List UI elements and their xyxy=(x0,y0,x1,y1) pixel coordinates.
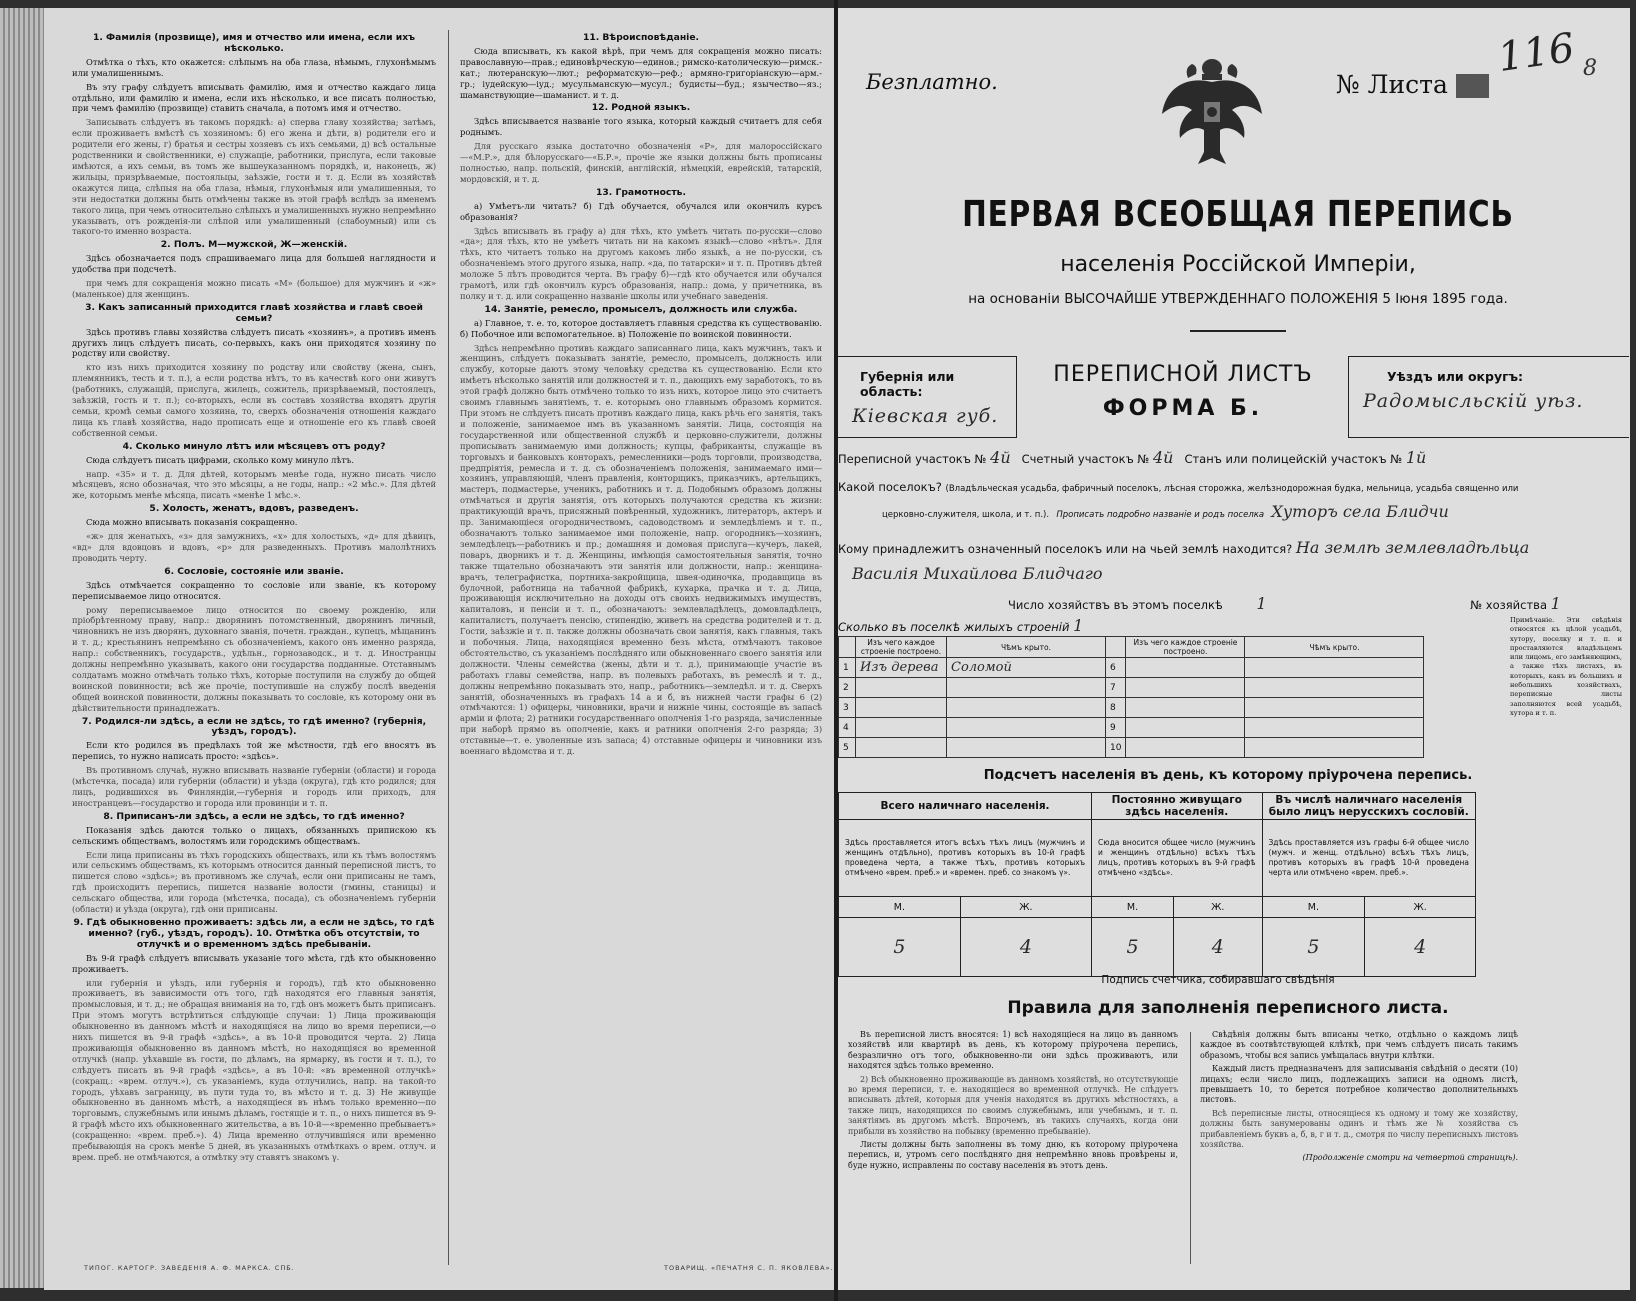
section-heading: 3. Какъ записанный приходится главѣ хозяйства и главѣ своей семьи? xyxy=(85,301,423,324)
section-heading: 8. Приписанъ-ли здѣсь, а если не здѣсь, то гдѣ именно? xyxy=(103,810,405,822)
uezd-box xyxy=(1348,356,1629,438)
owner-value: На землѣ землевладѣльца xyxy=(1295,538,1530,557)
households-line xyxy=(838,594,1618,613)
households-count-label: Число хозяйствъ въ этомъ поселкѣ xyxy=(1008,598,1223,612)
rules-continued-note: (Продолженіе смотри на четвертой страницѣ). xyxy=(1302,1153,1518,1163)
roof-header: Чѣмъ крыто. xyxy=(1245,637,1424,658)
form-title xyxy=(1018,358,1348,426)
uezd-value: Радомысльскій уѣз. xyxy=(1363,390,1584,412)
non-russian-females: 4 xyxy=(1365,918,1476,977)
population-table xyxy=(838,792,1476,977)
section-text: Здѣсь противъ главы хозяйства слѣдуетъ писать «хозяинъ», а противъ именъ другихъ лицъ слѣдуетъ писать, со-первыхъ, какъ они приходятся хозяину по родству или свойству. xyxy=(72,326,436,359)
household-number-label: № хозяйства xyxy=(1470,598,1547,612)
households-count-value: 1 xyxy=(1256,594,1267,613)
section-heading: 4. Сколько минуло лѣтъ или мѣсяцевъ отъ роду? xyxy=(122,440,386,452)
rules-paragraph: Свѣдѣнія должны быть вписаны четко, отдѣльно о каждомъ лицѣ каждое въ соотвѣтствующей клѣткѣ, при чемъ слѣдуетъ писать такимъ образомъ, чтобы вся запись умѣщалась внутри клѣтки. xyxy=(1200,1030,1518,1060)
rules-column-divider xyxy=(1190,1032,1191,1264)
section-heading: 5. Холость, женатъ, вдовъ, разведенъ. xyxy=(149,503,359,515)
section-heading: 9. Гдѣ обыкновенно проживаетъ: здѣсь ли, а если не здѣсь, то гдѣ именно? (губ., уѣздъ, городъ). 10. Отмѣтка объ отсутствіи, то отлучкѣ и о временномъ здѣсь пребываніи. xyxy=(73,916,435,950)
present-population-header: Всего наличнаго населенія. xyxy=(839,793,1092,820)
form-title-line-2: ФОРМА Б. xyxy=(1102,396,1264,421)
buildings-line xyxy=(838,616,1618,635)
column-divider xyxy=(448,30,449,1265)
left-page-column-a xyxy=(72,30,436,1166)
non-russian-population-header: Въ числѣ наличнаго населенія было лицъ нерусскихъ сословій. xyxy=(1262,793,1476,820)
census-district-value: 4й xyxy=(990,448,1011,467)
section-heading: 1. Фамилія (прозвище), имя и отчество или имена, если ихъ нѣсколько. xyxy=(92,32,416,54)
buildings-count-label: Сколько въ поселкѣ жилыхъ строеній xyxy=(838,620,1070,634)
printer-footer: ТОВАРИЩ. «ПЕЧАТНЯ С. П. ЯКОВЛЕВА». xyxy=(664,1264,834,1272)
buildings-note: Примѣчаніе. Эти свѣдѣнія относятся къ цѣлой усадьбѣ, хутору, поселку и т. п. и проставляются владѣльцемъ или лицомъ, его замѣняющимъ, а также тѣхъ листахъ, въ которыхъ, какъ въ большихъ и небольшихъ хозяйствахъ, переписные листы заполняются всей усадьбѣ, хутора и т. п. xyxy=(1510,616,1622,717)
population-sex-row: М. Ж. М. Ж. М. Ж. xyxy=(839,897,1476,918)
rules-column-b xyxy=(1200,1030,1518,1167)
present-females: 4 xyxy=(960,918,1091,977)
rules-paragraph: Каждый листъ предназначенъ для записыванія свѣдѣній о десяти (10) лицахъ; если число лицъ, подлежащихъ записи на одномъ листѣ, превышаетъ 10, то берется потребное количество дополнительныхъ листовъ. xyxy=(1200,1064,1518,1105)
settlement-detail-label: Прописать подробно названіе и родъ поселка xyxy=(1056,510,1265,520)
settlement-note-2: церковно-служителя, школа, и т. п.). xyxy=(882,510,1050,520)
rules-title: Правила для заполненія переписного листа. xyxy=(1007,998,1449,1018)
population-count-title: Подсчетъ населенія въ день, къ которому пріурочена перепись. xyxy=(983,768,1473,783)
printer-footer: ТИПОГ. КАРТОГР. ЗАВЕДЕНІЯ А. Ф. МАРКСА. СПБ. xyxy=(84,1264,295,1272)
section-text: а) Умѣетъ-ли читать? б) Гдѣ обучается, обучался или окончилъ курсъ образованія? xyxy=(460,200,822,222)
section-heading: 11. Вѣроисповѣданіе. xyxy=(582,32,700,43)
document-subtitle: населенія Россійской Имперіи, xyxy=(1060,252,1416,277)
document-title: ПЕРВАЯ ВСЕОБЩАЯ ПЕРЕПИСЬ xyxy=(962,194,1514,235)
page-stack-edge xyxy=(0,8,44,1288)
section-text: Здѣсь вписывается названіе того языка, который каждый считаетъ для себя роднымъ. xyxy=(460,116,822,138)
settlement-line-2 xyxy=(838,502,1618,521)
permanent-population-header: Постоянно живущаго здѣсь населенія. xyxy=(1092,793,1262,820)
section-text: а) Главное, т. е. то, которое доставляетъ главныя средства къ существованію. б) Побочное или вспомогательное. в) Положеніе по воинской повинности. xyxy=(460,317,822,339)
population-desc-row: Здѣсь проставляется итогъ всѣхъ тѣхъ лицъ (мужчинъ и женщинъ отдѣльно), противъ которыхъ въ 10-й графѣ проведена черта, а также тѣхъ, противъ которыхъ отмѣчено «врем. преб.» и «времен. преб. со знакомъ γ». Сюда вносится общее число (мужчинъ и женщинъ отдѣльно) всѣхъ тѣхъ лицъ, противъ которыхъ въ 9-й графѣ отмѣчено «здѣсь». Здѣсь проставляется изъ графы 6-й общее число (мужч. и женщ. отдѣльно) всѣхъ тѣхъ лицъ, противъ которыхъ въ графѣ 10-й проведена черта или отмѣчено «врем. преб.». xyxy=(839,820,1476,897)
rules-paragraph: Листы должны быть заполнены въ тому дню, къ которому пріурочена перепись, и, утромъ сего послѣдняго дня непремѣнно вновь провѣрены и, буде нужно, исправлены по составу населенія въ этотъ день. xyxy=(848,1140,1178,1170)
section-text: Сюда можно вписывать показанія сокращенно. xyxy=(86,517,298,528)
police-district-value: 1й xyxy=(1405,448,1427,467)
section-text-filler: или губернія и уѣздъ, или губернія и городъ), гдѣ кто обыкновенно проживаетъ, въ зависимости отъ того, гдѣ находятся его главныя занятія, промысловыя, и т. д.; не обращая вниманія на то, гдѣ онъ можетъ быть приписанъ. При этомъ могутъ встрѣтиться слѣдующіе случаи: 1) Лица проживающія обыкновенно въ данномъ мѣстѣ и находящіяся на лицо во время переписи,—о нихъ пишется въ 9-й графѣ «здѣсь», а въ 10-й проводится черта. 2) Лица проживающія обыкновенно въ данномъ мѣстѣ, но находящіяся во временной отлучкѣ (напр. уѣхавшіе въ гости, по дѣламъ, на ярмарку, въ гости и т. п.), то слѣдуетъ писать въ 9-й графѣ «здѣсь», а въ 10-й: «въ временной отлучкѣ» (сокращ.: «врем. отлуч.»), съ указаніемъ, куда отлучились, напр. на такой-то городъ, уѣхавъ заграницу, въ пути туда то, въ мѣсто и т. д. 3) Не живущіе обыкновенно въ данномъ мѣстѣ, а находящіеся въ нѣмъ только временно—по торговымъ, служебнымъ или инымъ дѣламъ, гостящіе и т. п., о нихъ пишется въ 9-й графѣ мѣсто ихъ обыкновеннаго жительства, а въ 10-й—«временно пребываетъ» (сокращенно: «врем. преб.»). 4) Лица временно отлучившіяся или временно пребывающія на срокъ менѣе 5 дней, въ указанныхъ отмѣткахъ о врем. отлуч. и врем. преб. не отмѣчаются, а отмѣтку эту ставятъ знакомъ γ. xyxy=(72,977,436,1162)
section-text-filler: Здѣсь непремѣнно противъ каждаго записаннаго лица, какъ мужчинъ, такъ и женщинъ, слѣдуетъ показывать занятіе, ремесло, промыселъ, должность или службу, которые даютъ этому человѣку средства къ существованію. Если кто имѣетъ нѣсколько занятій или должностей и т. п., дающихъ ему заработокъ, то въ этой графѣ должно быть отмѣчено только то изъ нихъ, которое лицо это считаетъ своимъ главнымъ занятіемъ, т. е. которымъ оно главнымъ образомъ кормится. При этомъ не слѣдуетъ писать противъ каждаго лица, какъ рѣчь его занятія, такъ и положеніе, занимаемое имъ въ указанномъ занятіи. Лица, состоящія на государственной или общественной службѣ и церковно-служители, должны прописывать занимаемую ими должность; купцы, фабриканты, служащіе въ торговыхъ и банковыхъ конторахъ, ремесленники—родъ торговли, производства, предпріятія, ремесла и т. д. съ обозначеніемъ положенія, занимаемаго ими—хозяинъ, управляющій, членъ правленія, конторщикъ, приказчикъ, артельщикъ, мастеръ, подмастерье, ученикъ, работникъ и т. д. Подобнымъ образомъ должны отмѣчаться и другія занятія, отъ которыхъ получаются средства къ жизни: практикующій врачъ, присяжный повѣренный, художникъ, литераторъ, актеръ и пр. Занимающіеся огородничествомъ, садоводствомъ и земледѣліемъ и т. п., обозначаютъ только занимаемое ими положеніе, напр. огородникъ—хозяинъ, земледѣлецъ—работникъ и пр.; домашняя и домовая прислуга—кучеръ, лакей, поваръ, дворникъ и т. д. Женщины, имѣющія самостоятельныя занятія, точно также тщательно обозначаютъ эти занятія или должности, напр.: женщина-врачъ, телеграфистка, портниха-закройщица, швея-одиночка, продавщица въ булочной, работница на табачной фабрикѣ, кухарка, прачка и т. д. Лица, проживающія исключительно на доходы отъ своихъ недвижимыхъ имуществъ, капиталовъ, и пенсіи и т. п., обозначаютъ: землевладѣлецъ, домовладѣлецъ, капиталистъ, получаетъ пенсію, стипендію, живетъ на средства родителей и т. д. Гости, заѣзжіе и т. п. также должны обозначать свои занятія, какъ главныя, такъ и побочныя. Лица, находящіяся временно безъ мѣста, отмѣчаютъ таковое обстоятельство, съ указаніемъ послѣдняго или обыкновеннаго своего занятія или должности. Члены семейства (жены, дѣти и т. д.), принимающіе участіе въ работахъ главы семейства, напр. въ полевыхъ работахъ, въ ремеслѣ и т. д., должны непремѣнно показывать это, напр., работникъ—земледѣл. и т. д. Сверхъ занятій, обозначенныхъ въ графахъ 14 а и б, въ нижней части графы 6 (2) отмѣчаются: 1) офицеры, чиновники, врачи и нижніе чины, состоящіе въ запасѣ арміи и флота; 2) ратники государственнаго ополченія 1-го разряда, зачисленные при наборѣ прямо въ ополченіе, какъ и ратники ополченія 2-го разряда; 3) отставные—т. е. уволенные изъ запаса; 4) отставные офицеры и чиновники изъ военнаго вѣдомства и т. д. xyxy=(460,342,822,757)
section-heading: 14. Занятіе, ремесло, промыселъ, должность или служба. xyxy=(484,303,798,315)
settlement-note: (Владѣльческая усадьба, фабричный поселокъ, лѣсная сторожка, желѣзнодорожная будка, мельница, усадьба священно или xyxy=(945,484,1519,494)
built-of-header: Изъ чего каждое строеніе построено. xyxy=(856,637,947,658)
section-text: Показанія здѣсь даются только о лицахъ, обязанныхъ припискою къ сельскимъ обществамъ, волостямъ или городскимъ обществамъ. xyxy=(72,824,436,846)
count-district-value: 4й xyxy=(1152,448,1174,467)
left-page-column-b xyxy=(460,30,822,760)
settlement-value: Хуторъ села Блидчи xyxy=(1271,502,1449,521)
owner-value-2: Василія Михайлова Блидчаго xyxy=(852,564,1103,583)
buildings-table-header xyxy=(839,637,1424,658)
districts-line xyxy=(838,448,1618,467)
buildings-count-value: 1 xyxy=(1073,616,1084,635)
section-heading: 12. Родной языкъ. xyxy=(591,102,691,114)
handwritten-side-number: 8 xyxy=(1583,56,1597,81)
household-number-value: 1 xyxy=(1550,594,1561,613)
guberniya-box xyxy=(838,356,1017,438)
section-text: Сюда слѣдуетъ писать цифрами, сколько кому минуло лѣтъ. xyxy=(86,454,355,465)
buildings-table xyxy=(838,636,1424,758)
permanent-females: 4 xyxy=(1174,918,1262,977)
section-text-filler: «ж» для женатыхъ, «з» для замужнихъ, «х» для холостыхъ, «д» для дѣвицъ, «вд» для вдовцовъ и вдовъ, «р» для разведенныхъ. Противъ малолѣтнихъ проводить черту. xyxy=(72,531,436,563)
rules-paragraph: Въ переписной листъ вносятся: 1) всѣ находящіеся на лицо въ данномъ хозяйствѣ или квартирѣ въ день, къ которому пріурочена перепись, безразлично отъ того, обыкновенно-ли они здѣсь проживаютъ, или находятся здѣсь только временно. xyxy=(848,1030,1178,1071)
owner-line-2 xyxy=(838,564,1618,583)
title-rule xyxy=(1190,330,1286,332)
population-value-row xyxy=(839,918,1476,977)
rules-paragraph-filler: Всѣ переписные листы, относящіеся къ одному и тому же хозяйству, должны быть занумерованы одинъ и тѣмъ же № хозяйства съ прибавленіемъ буквъ а, б, в, г и т. д., смотря по числу переписныхъ листовъ хозяйства. xyxy=(1200,1108,1518,1150)
section-text-filler: Здѣсь вписывать въ графу а) для тѣхъ, кто умѣетъ читать по-русски—слово «да»; для тѣхъ, кто не умѣетъ читать ни на какомъ языкѣ—слово «нѣтъ». Для тѣхъ, кто читаетъ только на другомъ какомъ либо языкѣ, а не по-русски, съ обозначеніемъ этого другого языка, напр. «да, по татарски» и т. п. Противъ дѣтей моложе 5 лѣтъ проводится черта. Въ графу б)—гдѣ кто обучается или обучался грамотѣ, или гдѣ окончилъ курсъ образованія, напр.: дома, у причетника, въ полку и т. д. или сокращенно названіе школы или учебнаго заведенія. xyxy=(460,225,822,301)
section-text: Сюда вписывать, къ какой вѣрѣ, при чемъ для сокращенія можно писать: православную—прав.; единовѣрческую—единов.; римско-католическую—римск.-кат.; лютеранскую—лют.; реформатскую—реф.; армяно-григоріанскую—арм.-гр.; іудейскую—іуд.; мусульманскую—мусул.; будисты—буд.; язычество—яз.; шаманствующие—шаманист. и т. д. xyxy=(460,45,822,100)
section-heading: 7. Родился-ли здѣсь, а если не здѣсь, то гдѣ именно? (губернія, уѣздъ, городъ). xyxy=(81,715,427,738)
uezd-label: Уѣздъ или округъ: xyxy=(1387,369,1524,384)
census-district-label: Переписной участокъ № xyxy=(838,452,987,466)
present-males: 5 xyxy=(839,918,961,977)
table-row: 1 Изъ дерева Соломой 6 xyxy=(839,658,1424,678)
owner-label: Кому принадлежитъ означенный поселокъ или на чьей землѣ находится? xyxy=(838,542,1293,556)
table-row: 2 7 xyxy=(839,678,1424,698)
police-district-label: Станъ или полицейскій участокъ № xyxy=(1184,452,1403,466)
building-material: Изъ дерева xyxy=(856,658,947,678)
section-text-filler: Записывать слѣдуетъ въ такомъ порядкѣ: а) сперва главу хозяйства; затѣмъ, если проживаетъ вмѣстѣ съ хозяиномъ: б) его жена и дѣти, в) родители его и родители его жены, г) братья и сестры хозяевъ съ ихъ семьями, д) всѣ остальные родственники и свойственники, е) служащіе, работники, прислуга, если таковые имѣются, а ихъ семьи, въ томъ же вышеуказанномъ порядкѣ, и, наконецъ, ж) жильцы, призрѣваемые, постояльцы, заѣзжіе, гости и т. д. Если въ хозяйствѣ окажутся лица, слѣпыя на оба глаза, нѣмыя, глухонѣмыя или умалишенныя, то эти недостатки должны быть отмѣчены также въ этой графѣ вслѣдъ за именемъ такого лица, при чемъ относительно слѣпыхъ и умалишенныхъ нужно непремѣнно указывать, отъ рожденія-ли слѣпой или умалишенный (слабоумный) или съ такого-то именно возраста. xyxy=(72,117,436,237)
settlement-label: Какой поселокъ? xyxy=(838,480,942,494)
table-row: 5 10 xyxy=(839,738,1424,758)
section-heading: 13. Грамотность. xyxy=(596,186,686,198)
section-text-filler: при чемъ для сокращенія можно писать «М» (большое) для мужчинъ и «ж» (маленькое) для женщинъ. xyxy=(72,278,436,299)
rules-column-a xyxy=(848,1030,1178,1174)
section-text: Отмѣтка о тѣхъ, кто окажется: слѣпымъ на оба глаза, нѣмымъ, глухонѣмымъ или умалишеннымъ. xyxy=(72,56,436,78)
settlement-line xyxy=(838,480,1618,494)
sheet-number-label: № Листа xyxy=(1336,70,1448,99)
document-legal-basis: на основаніи ВЫСОЧАЙШЕ УТВЕРЖДЕННАГО ПОЛОЖЕНІЯ 5 Іюня 1895 года. xyxy=(968,291,1508,307)
form-title-line-1: ПЕРЕПИСНОЙ ЛИСТЪ xyxy=(1053,362,1313,387)
count-district-label: Счетный участокъ № xyxy=(1021,452,1150,466)
table-row: 3 8 xyxy=(839,698,1424,718)
section-text-filler: рому переписываемое лицо относится по своему рожденію, или пріобрѣтенному праву, напр.: дворянинъ потомственный, дворянинъ личный, чиновникъ не изъ дворянъ, духовнаго званія, почетн. граждан., купецъ, мѣщанинъ и т. д.; крестьянинъ непремѣнно съ обозначеніемъ, какого онъ именно разряда, напр.: собственникъ, государств., удѣльн., горнозаводск., и т. д. Иностранцы должны непремѣнно указывать, какого они государства подданные. Отставнымъ солдатамъ можно отмѣчать только тѣхъ, которые поступили на службу до общей воинской повинности; всѣ же прочіе, поступившіе на службу послѣ введенія общей воинской повинности, должны показывать то сословіе, къ которому они въ дѣйствительности принадлежатъ. xyxy=(72,604,436,713)
permanent-males: 5 xyxy=(1092,918,1174,977)
owner-line xyxy=(838,538,1618,557)
table-row: 4 9 xyxy=(839,718,1424,738)
right-page xyxy=(838,8,1630,1290)
built-of-header: Изъ чего каждое строеніе построено. xyxy=(1126,637,1245,658)
free-label: Безплатно. xyxy=(866,70,998,94)
enumerator-signature-label: Подпись счетчика, собиравшаго свѣдѣнія xyxy=(1101,974,1335,986)
section-text: Въ эту графу слѣдуетъ вписывать фамилію, имя и отчество каждаго лица отдѣльно, или фамилію и имена, если ихъ нѣсколько, и все писать полностью, при чемъ фамилію (прозвище) ставить сначала, а потомъ имя и отчество. xyxy=(72,81,436,114)
section-heading: 2. Полъ. М—мужской, Ж—женскій. xyxy=(160,239,348,251)
population-header-row xyxy=(839,793,1476,820)
non-russian-males: 5 xyxy=(1262,918,1365,977)
handwritten-page-number: 116 xyxy=(1495,24,1578,82)
guberniya-value: Кіевская губ. xyxy=(852,405,999,427)
sheet-number xyxy=(1336,70,1489,99)
rules-paragraph-filler: 2) Всѣ обыкновенно проживающіе въ данномъ хозяйствѣ, но отсутствующіе во время переписи, т. е. находящіеся во временной отлучкѣ. Не слѣдуетъ вписывать дѣтей, которыя для ученія находятся въ другихъ мѣстностяхъ, а также лицъ, находящихся по своимъ служебнымъ, или учебнымъ, и т. п. занятіямъ въ другомъ мѣстѣ. Впрочемъ, въ такихъ случаяхъ, когда они прибыли въ хозяйство на побывку (временно пребываніе). xyxy=(848,1074,1178,1136)
double-headed-eagle-emblem xyxy=(1158,56,1266,168)
section-text-filler: Если лица приписаны въ тѣхъ городскихъ обществахъ, или къ тѣмъ волостямъ или сельскимъ обществамъ, къ которымъ относится данный переписной листъ, то пишется слово «здѣсь»; въ противномъ же случаѣ, если они приписаны не тамъ, гдѣ происходитъ перепись, пишется названіе волости (гмины, станицы) и сельскаго общества, или города (мѣстечка, посада), съ обозначеніемъ губерніи (области) и уѣзда (округа), гдѣ они приписаны. xyxy=(72,849,436,915)
section-text: Здѣсь отмѣчается сокращенно то сословіе или званіе, къ которому переписываемое лицо относится. xyxy=(72,579,436,601)
section-heading: 6. Сословіе, состояніе или званіе. xyxy=(164,565,344,577)
section-text: Если кто родился въ предѣлахъ той же мѣстности, гдѣ его вносятъ въ перепись, то нужно написать просто: «здѣсь». xyxy=(72,740,436,762)
sheet-number-value: 12 xyxy=(1456,74,1489,98)
section-text-filler: напр. «35» и т. д. Для дѣтей, которымъ менѣе года, нужно писать число мѣсяцевъ, ясно обозначая, что это мѣсяцы, а не годы, напр.: «2 мѣс.». Для дѣтей же, которымъ менѣе мѣсяца, писать «менѣе 1 мѣс.». xyxy=(72,468,436,501)
section-text-filler: кто изъ нихъ приходится хозяину по родству или свойству (жена, сынъ, племянникъ, тесть и т. п.), а если родства нѣтъ, то въ качествѣ кого они живутъ (работникъ, служащій, прислуга, жилецъ, сожитель, призрѣваемый, постоялецъ, заѣзжій, гость и т. п.); со-вторыхъ, если въ составъ хозяйства входятъ другія семьи, кромѣ семьи самого хозяина, то, сверхъ обозначенія отношенія каждаго лица къ главѣ хозяйства, надо прописать еще и отношеніе его къ главѣ своей собственной семьи. xyxy=(72,362,436,438)
section-text-filler: Въ противномъ случаѣ, нужно вписывать названіе губерніи (области) и города (мѣстечка, посада) или губерніи (области) и уѣзда (округа), гдѣ кто родился; для лицъ, родившихся въ Финляндіи,—губернія и городъ или приходъ, для иностранцевъ—государство и города или провинціи и т. п. xyxy=(72,765,436,808)
guberniya-label: Губернія или область: xyxy=(860,369,955,399)
section-text-filler: Для русскаго языка достаточно обозначенія «Р», для малороссійскаго—«М.Р.», для бѣлорусскаго—«Б.Р.», прочіе же языки должны быть прописаны полностью, напр. польскій, финскій, англійскій, нѣмецкій, еврейскій, татарскій, мордовскій, и т. д. xyxy=(460,141,822,184)
left-page xyxy=(44,8,834,1290)
building-roof: Соломой xyxy=(947,658,1106,678)
section-text: Здѣсь обозначается подъ спрашиваемаго лица для большей наглядности и удобства при подсчетѣ. xyxy=(72,253,436,275)
roof-header: Чѣмъ крыто. xyxy=(947,637,1106,658)
section-text: Въ 9-й графѣ слѣдуетъ вписывать указаніе того мѣста, гдѣ кто обыкновенно проживаетъ. xyxy=(72,952,436,974)
